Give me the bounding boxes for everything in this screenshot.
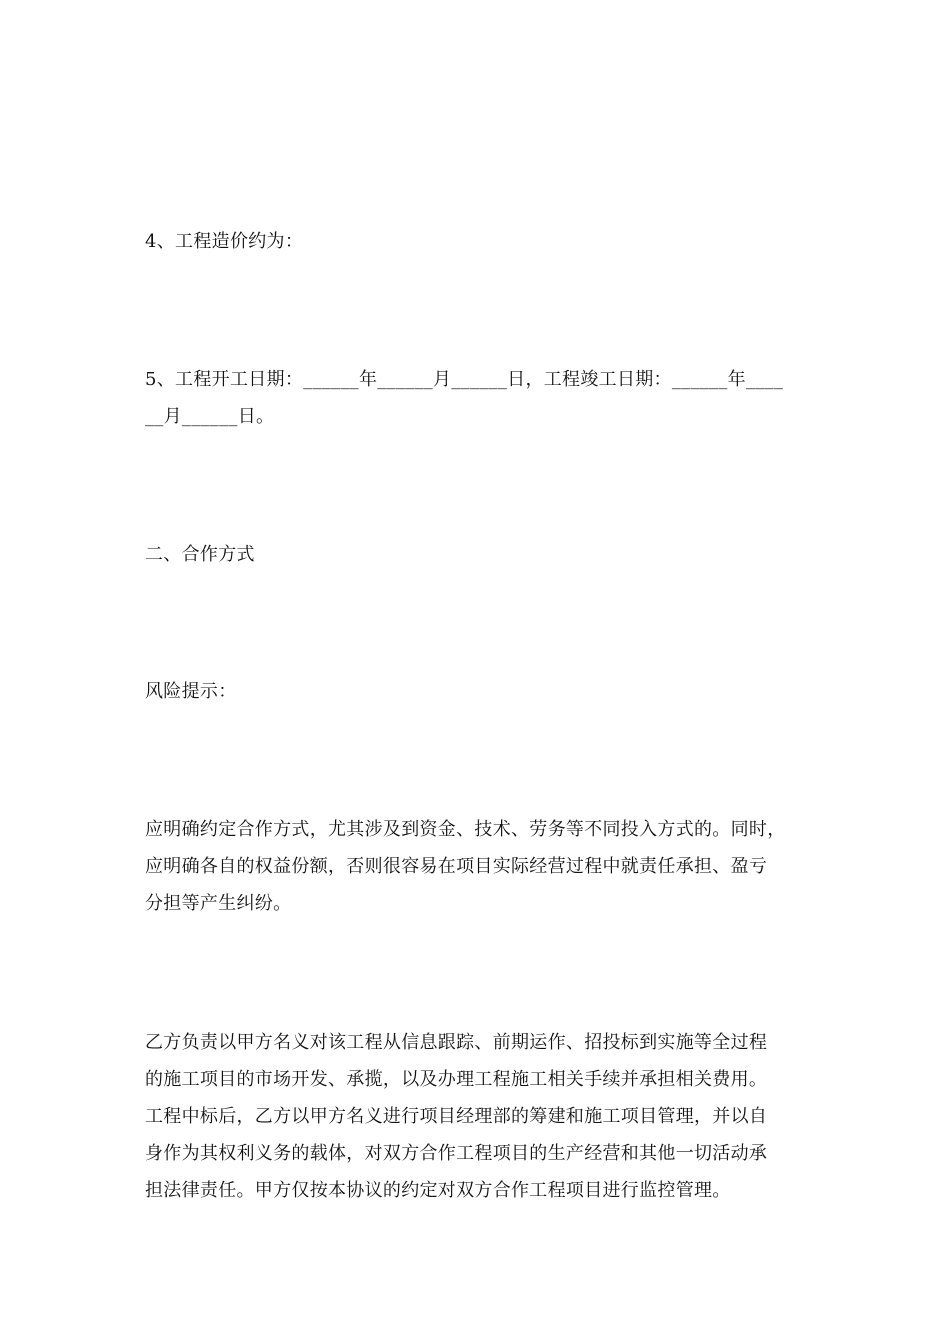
section-2-heading <box>145 536 810 573</box>
cooperation-line-2: 的施工项目的市场开发、承揽，以及办理工程施工相关手续并承担相关费用。 <box>145 1069 768 1090</box>
risk-line-3: 分担等产生纠纷。 <box>145 893 292 914</box>
risk-label <box>145 673 810 710</box>
cooperation-line-3: 工程中标后，乙方以甲方名义进行项目经理部的筹建和施工项目管理，并以自 <box>145 1106 768 1127</box>
item-4-text: 4、工程造价约为： <box>145 231 304 252</box>
item-5-project-dates <box>145 361 810 435</box>
item-4-project-cost <box>145 223 810 260</box>
risk-line-2: 应明确各自的权益份额，否则很容易在项目实际经营过程中就责任承担、盈亏 <box>145 856 768 877</box>
risk-line-1: 应明确约定合作方式，尤其涉及到资金、技术、劳务等不同投入方式的。同时， <box>145 819 786 840</box>
section-2-heading-text: 二、合作方式 <box>145 544 255 565</box>
risk-label-text: 风险提示： <box>145 681 237 702</box>
item-5-line-2: __月______日。 <box>145 406 275 427</box>
cooperation-line-4: 身作为其权利义务的载体，对双方合作工程项目的生产经营和其他一切活动承 <box>145 1143 768 1164</box>
cooperation-paragraph <box>145 1024 810 1209</box>
cooperation-line-5: 担法律责任。甲方仅按本协议的约定对双方合作工程项目进行监控管理。 <box>145 1180 731 1201</box>
risk-paragraph <box>145 811 810 922</box>
cooperation-line-1: 乙方负责以甲方名义对该工程从信息跟踪、前期运作、招投标到实施等全过程 <box>145 1032 768 1053</box>
item-5-line-1: 5、工程开工日期：______年______月______日，工程竣工日期：______年____ <box>145 369 784 390</box>
